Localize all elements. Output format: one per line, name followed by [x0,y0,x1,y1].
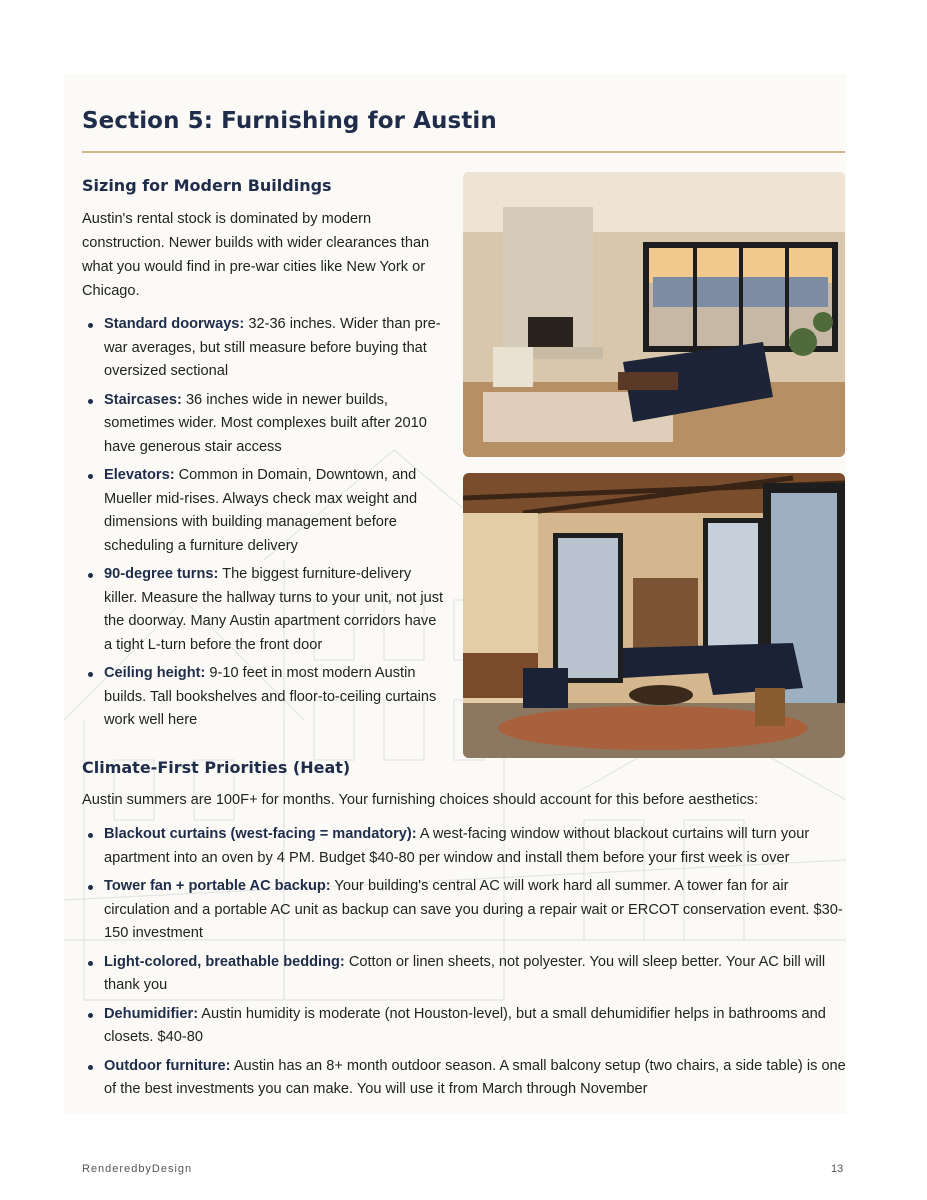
list-item-term: Elevators: [104,467,175,483]
list-item-term: Dehumidifier: [104,1005,199,1022]
list-item-term: Staircases: [104,391,182,408]
list-item-text: Cotton or linen sheets, not polyester. You will sleep better. Your AC bill will thank you [104,953,826,993]
list-item-term: Tower fan + portable AC backup: [104,878,331,894]
list-item-term: Ceiling height: [104,665,206,681]
list-item [82,662,444,733]
living-room-fireplace-photo [463,172,845,457]
list-item-text: The biggest furniture-delivery killer. Measure the hallway turns to your unit, not just the doorway. Many Austin apartment corridors have a tight L-turn before the front door [104,566,444,653]
climate-intro: Austin summers are 100F+ for months. Your furnishing choices should account for this before aesthetics: [82,792,759,808]
list-item [82,1003,847,1050]
list-item [82,389,444,460]
list-item-text: 9-10 feet in most modern Austin builds. Tall bookshelves and floor-to-ceiling curtains work well here [104,665,437,728]
title-divider [82,151,845,153]
list-item-text: Austin has an 8+ month outdoor season. A small balcony setup (two chairs, a side table) is one of the best investments you can make. You will use it from March through November [104,1057,846,1097]
list-item-text: Your building's central AC will work hard all summer. A tower fan for air circulation and a portable AC unit as backup can save you during a repair wait or ERCOT conservation event. $30-150 investment [104,878,843,941]
list-item-text: 32-36 inches. Wider than pre-war averages, but still measure before buying that oversized sectional [104,316,441,379]
section-title: Section 5: Furnishing for Austin [82,108,497,134]
footer-brand: RenderedbyDesign [82,1163,193,1175]
sizing-intro: Austin's rental stock is dominated by modern construction. Newer builds with wider clearances than what you would find in pre-war cities like New York or Chicago. [82,211,430,299]
list-item [82,823,847,870]
loft-living-room-photo [463,473,845,758]
list-item [82,563,444,657]
list-item [82,313,444,384]
list-item [82,1055,847,1102]
list-item-text: A west-facing window without blackout curtains will turn your apartment into an oven by 4 PM. Budget $40-80 per window and install them before your first week is over [104,826,810,866]
sizing-heading: Sizing for Modern Buildings [82,176,332,195]
page-number: 13 [831,1163,844,1175]
list-item [82,951,847,998]
sizing-list [82,313,444,738]
climate-list [82,823,847,1107]
list-item-term: Outdoor furniture: [104,1057,231,1074]
list-item-text: Common in Domain, Downtown, and Mueller mid-rises. Always check max weight and dimensions with building management before scheduling a furniture delivery [104,467,418,554]
list-item-text: Austin humidity is moderate (not Houston-level), but a small dehumidifier helps in bathrooms and closets. $40-80 [104,1005,826,1045]
list-item-text: 36 inches wide in newer builds, sometimes wider. Most complexes built after 2010 have generous stair access [104,391,427,455]
list-item-term: Light-colored, breathable bedding: [104,953,345,970]
climate-heading: Climate-First Priorities (Heat) [82,758,351,777]
list-item [82,464,444,558]
list-item [82,875,847,946]
list-item-term: Standard doorways: [104,316,245,332]
list-item-term: Blackout curtains (west-facing = mandatory): [104,826,417,842]
list-item-term: 90-degree turns: [104,566,219,582]
